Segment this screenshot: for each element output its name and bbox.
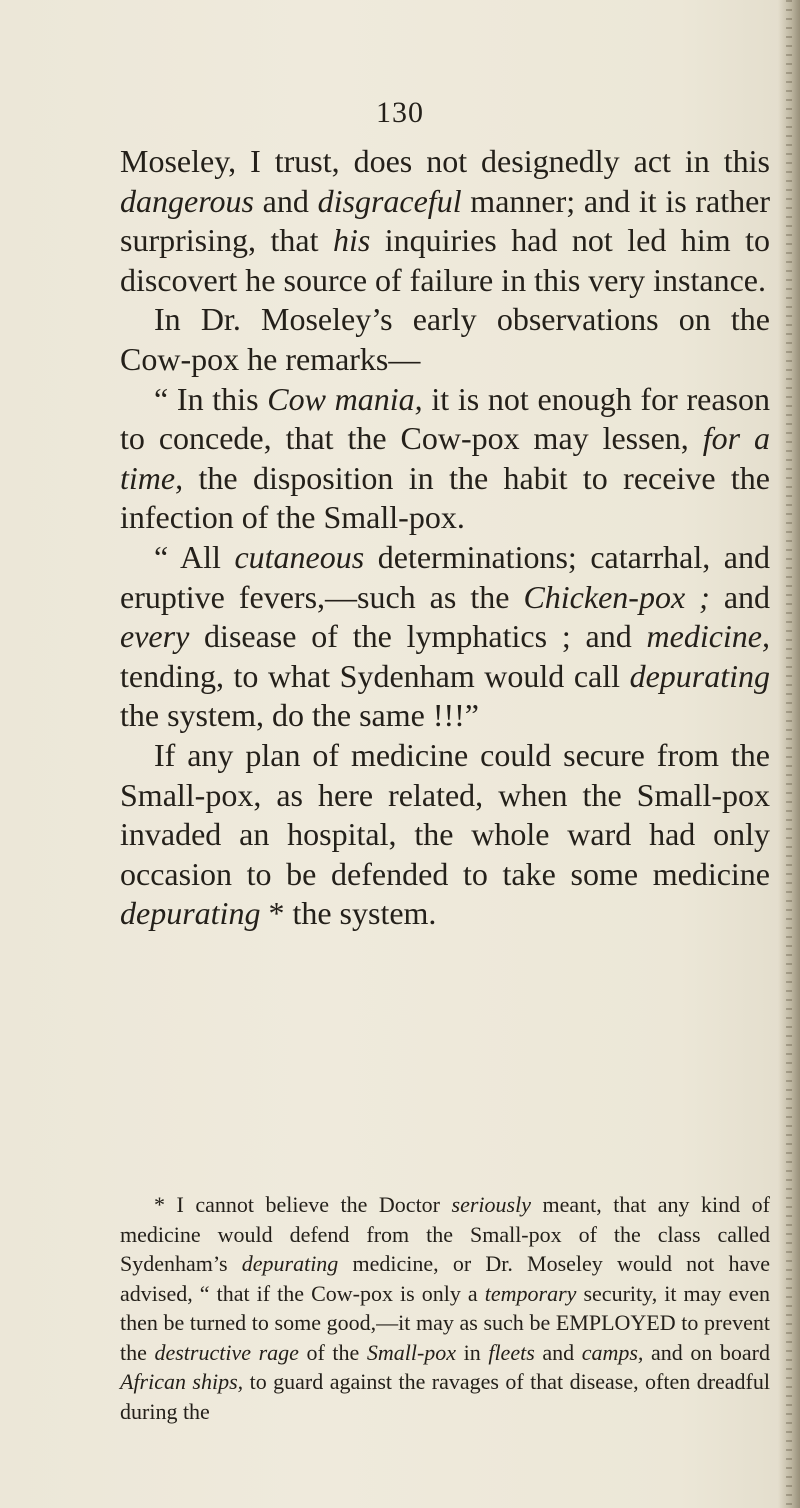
paragraph-1: Moseley, I trust, does not designedly act in this dangerous and disgraceful manner; and it is rather surprising, that his inquiries had not led him to discovert he source of failure in this very instance. bbox=[120, 143, 771, 298]
quote-paragraph-2: “ All cutaneous determinations; catarrhal, and eruptive fevers,—such as the Chicken-pox ; and every disease of the lymphatics ; and medicine, tending, to what Sydenham would call depurating the system, do the same !!!” bbox=[120, 538, 771, 734]
page-edge-binding bbox=[786, 0, 792, 1508]
page-number: 130 bbox=[376, 96, 424, 129]
footnote bbox=[120, 1190, 770, 1426]
paragraph-2: In Dr. Moseley’s early observations on the Cow-pox he remarks— bbox=[120, 301, 770, 377]
quote-paragraph-1: “ In this Cow mania, it is not enough for reason to concede, that the Cow-pox may lessen, for a time, the disposition in the habit to receive the infection of the Small-pox. bbox=[120, 380, 771, 536]
footnote-text: * I cannot believe the Doctor seriously meant, that any kind of medicine would defend from the Small-pox of the class called Sydenham’s depurating medicine, or Dr. Moseley would not have advised, “ that if the Cow-pox is only a temporary security, it may even then be turned to some good,—it may as such be EMPLOYED to prevent the destructive rage of the Small-pox in fleets and camps, and on board African ships, to guard against the ravages of that disease, often dreadful during the bbox=[120, 1192, 771, 1424]
paragraph-5: If any plan of medicine could secure from the Small-pox, as here related, when the Small-pox invaded an hospital, the whole ward had only occasion to be defended to take some medicine depurating * the system. bbox=[120, 736, 770, 932]
body-text bbox=[120, 142, 770, 934]
